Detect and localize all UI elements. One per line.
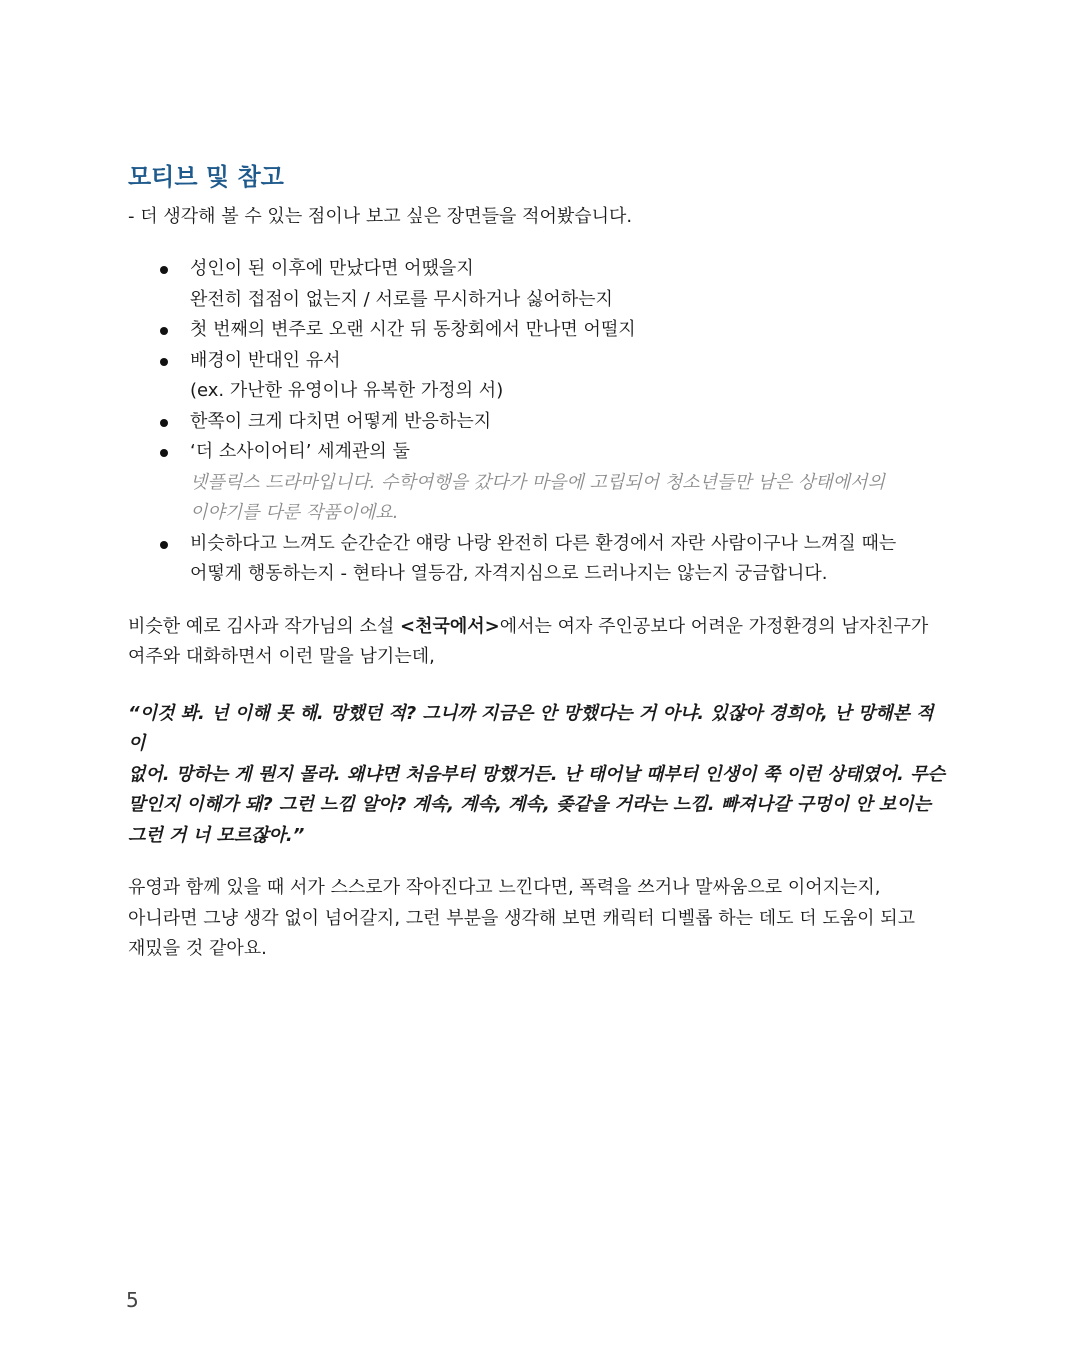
bullet-icon (160, 419, 168, 427)
section-intro: - 더 생각해 볼 수 있는 점이나 보고 싶은 장면들을 적어봤습니다. (128, 206, 633, 227)
quote-line: 없어. 망하는 게 뭔지 몰라. 왜냐면 처음부터 망했거든. 난 태어날 때부터 인생이 쭉 이런 상태였어. 무슨 (128, 763, 945, 785)
novel-title: <천국에서> (400, 615, 500, 637)
list-item-text: ‘더 소사이어티’ 세계관의 둘 (190, 441, 410, 462)
paragraph-text: 비슷한 예로 김사과 작가님의 소설 (128, 615, 401, 637)
list-item (160, 346, 948, 407)
paragraph-line: 재밌을 것 같아요. (128, 938, 267, 959)
list-item (160, 315, 948, 346)
list-item-note: 넷플릭스 드라마입니다. 수학여행을 갔다가 마을에 고립되어 청소년들만 남은 상태에서의 (190, 471, 885, 493)
bullet-icon (160, 327, 168, 335)
list-item-text: 완전히 접점이 없는지 / 서로를 무시하거나 싫어하는지 (190, 288, 613, 310)
paragraph-conclusion (128, 873, 948, 965)
list-item-text: (ex. 가난한 유영이나 유복한 가정의 서) (190, 380, 504, 401)
bullet-list (128, 254, 948, 590)
list-item (160, 437, 948, 529)
bullet-icon (160, 266, 168, 274)
quote-line: 말인지 이해가 돼? 그런 느낌 알아? 계속, 계속, 계속, 좆같을 거라는 느낌. 빠져나갈 구멍이 안 보이는 (128, 794, 931, 815)
list-item-note: 이야기를 다룬 작품이에요. (190, 502, 399, 523)
list-item-text: 성인이 된 이후에 만났다면 어땠을지 (190, 258, 474, 279)
paragraph-line (128, 612, 948, 643)
list-item-text: 첫 번째의 변주로 오랜 시간 뒤 동창회에서 만나면 어떨지 (190, 319, 636, 340)
list-item-text: 비슷하다고 느껴도 순간순간 얘랑 나랑 완전히 다른 환경에서 자란 사람이구나 느껴질 때는 (190, 532, 897, 554)
bullet-icon (160, 541, 168, 549)
list-item-text: 배경이 반대인 유서 (190, 349, 341, 371)
list-item-text: 한쪽이 크게 다치면 어떻게 반응하는지 (190, 410, 492, 432)
quote-line: “이것 봐. 넌 이해 못 해. 망했던 적? 그니까 지금은 안 망했다는 거 아냐. 있잖아 경희야, 난 망해본 적이 (128, 702, 934, 754)
paragraph-line: 여주와 대화하면서 이런 말을 남기는데, (128, 646, 435, 667)
page-number: 5 (126, 1288, 139, 1312)
list-item-text: 어떻게 행동하는지 - 현타나 열등감, 자격지심으로 드러나지는 않는지 궁금합니다. (190, 563, 828, 584)
novel-quote (128, 699, 948, 852)
quote-line: 그런 거 너 모르잖아.” (128, 824, 305, 846)
paragraph-novel-reference (128, 612, 948, 673)
paragraph-line: 유영과 함께 있을 때 서가 스스로가 작아진다고 느낀다면, 폭력을 쓰거나 말싸움으로 이어지는지, (128, 877, 881, 898)
bullet-icon (160, 449, 168, 457)
bullet-icon (160, 358, 168, 366)
paragraph-text: 에서는 여자 주인공보다 어려운 가정환경의 남자친구가 (499, 615, 929, 637)
list-item (160, 254, 948, 315)
document-page (128, 160, 948, 965)
list-item (160, 529, 948, 590)
paragraph-line: 아니라면 그냥 생각 없이 넘어갈지, 그런 부분을 생각해 보면 캐릭터 디벨롭 하는 데도 더 도움이 되고 (128, 907, 916, 929)
section-title: 모티브 및 참고 (128, 163, 284, 191)
list-item (160, 407, 948, 438)
